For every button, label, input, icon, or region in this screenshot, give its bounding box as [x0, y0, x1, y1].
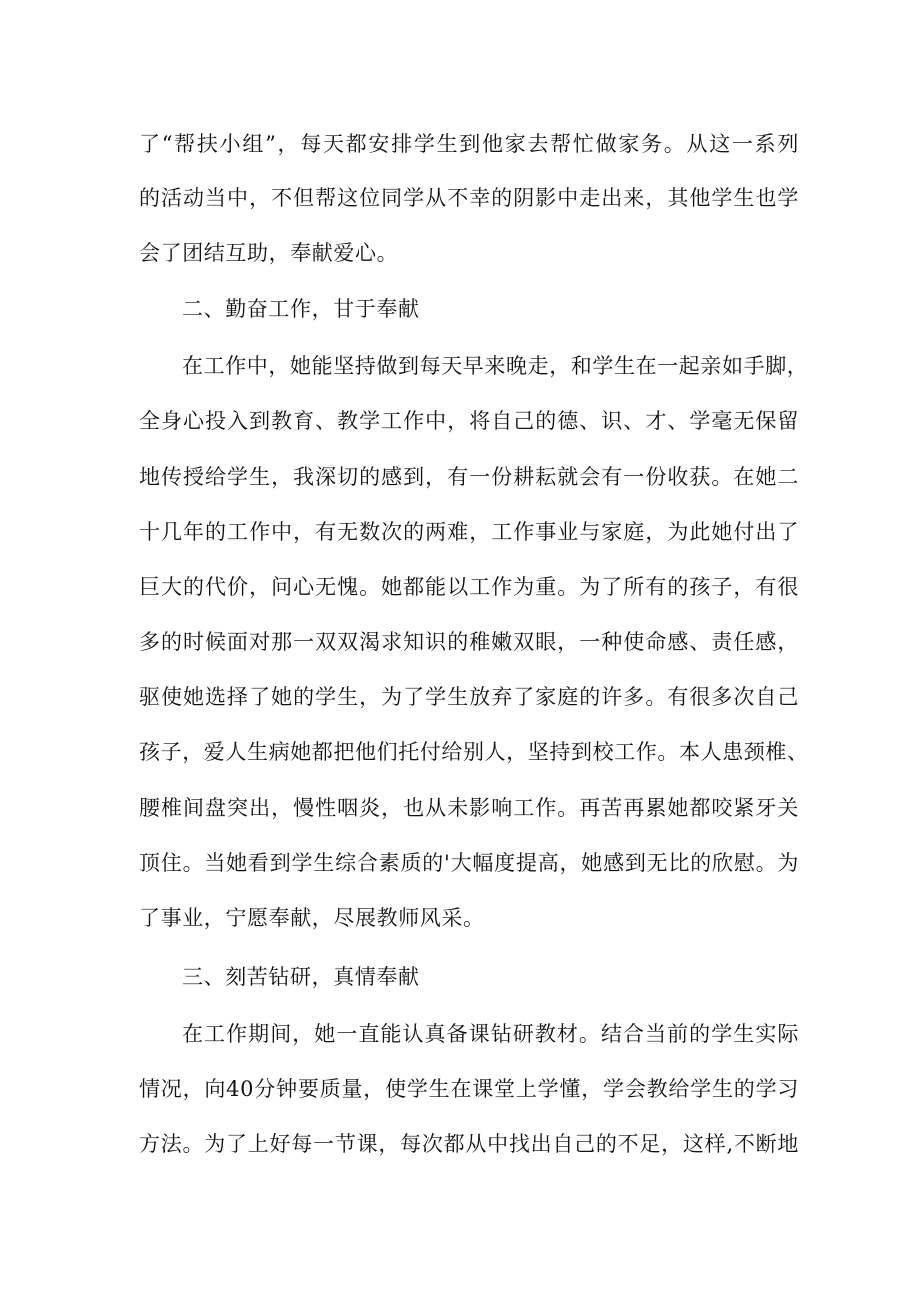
paragraph-2-line-10: 顶住。当她看到学生综合素质的'大幅度提高，她感到无比的欣慰。为 [139, 851, 799, 875]
paragraph-2-line-3: 地传授给学生，我深切的感到，有一份耕耘就会有一份收获。在她二 [139, 465, 799, 489]
paragraph-2-line-7: 驱使她选择了她的学生，为了学生放弃了家庭的许多。有很多次自己 [139, 685, 799, 709]
paragraph-2-line-11: 了事业，宁愿奉献，尽展教师风采。 [139, 906, 485, 930]
paragraph-2-line-2: 全身心投入到教育、教学工作中，将自己的德、识、才、学毫无保留 [139, 409, 799, 433]
paragraph-1-line-2: 的活动当中，不但帮这位同学从不幸的阴影中走出来，其他学生也学 [139, 186, 799, 210]
paragraph-1-line-3: 会了团结互助，奉献爱心。 [139, 241, 399, 265]
paragraph-2-line-1: 在工作中，她能坚持做到每天早来晚走，和学生在一起亲如手脚， [182, 354, 809, 378]
section-heading-2: 二、勤奋工作，甘于奉献 [182, 297, 420, 321]
paragraph-2-line-8: 孩子，爱人生病她都把他们托付给别人，坚持到校工作。本人患颈椎、 [139, 740, 809, 764]
paragraph-2-line-6: 多的时候面对那一双双渴求知识的稚嫩双眼，一种使命感、责任感， [139, 630, 799, 654]
section-heading-3: 三、刻苦钻研，真情奉献 [182, 965, 420, 989]
paragraph-3-line-2: 情况，向40分钟要质量，使学生在课堂上学懂，学会教给学生的学习 [139, 1077, 799, 1101]
paragraph-2-line-9: 腰椎间盘突出，慢性咽炎，也从未影响工作。再苦再累她都咬紧牙关 [139, 796, 799, 820]
paragraph-3-line-1: 在工作期间，她一直能认真备课钻研教材。结合当前的学生实际 [182, 1022, 799, 1046]
paragraph-2-line-4: 十几年的工作中，有无数次的两难，工作事业与家庭，为此她付出了 [139, 520, 799, 544]
paragraph-3-line-3: 方法。为了上好每一节课，每次都从中找出自己的不足，这样,不断地 [139, 1132, 799, 1156]
paragraph-2-line-5: 巨大的代价，问心无愧。她都能以工作为重。为了所有的孩子，有很 [139, 575, 799, 599]
paragraph-1-line-1: 了“帮扶小组”，每天都安排学生到他家去帮忙做家务。从这一系列 [139, 132, 799, 156]
